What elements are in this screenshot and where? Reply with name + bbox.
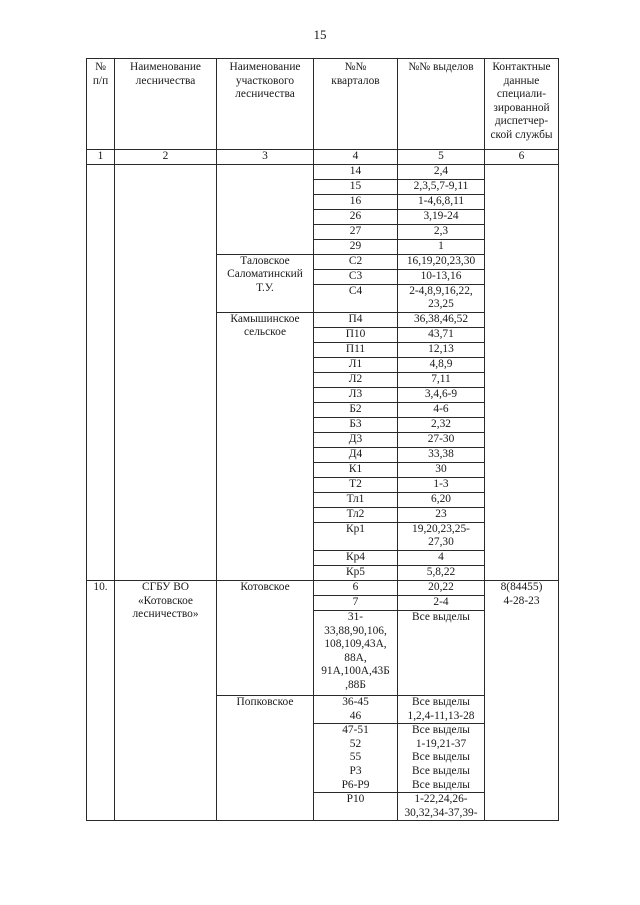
column-number: 4 — [314, 150, 398, 165]
vydel-cell: 2,3,5,7-9,11 — [398, 179, 485, 194]
lesnichestvo-cell-empty — [115, 164, 217, 580]
kvartal-cell: С2 — [314, 254, 398, 269]
uchastkovoe-popkovskoe: Попковское — [217, 695, 314, 820]
kvartal-cell: Р10 — [314, 793, 398, 821]
uchastkovoe-kamyshinskoe: Камышинское сельское — [217, 312, 314, 580]
header-uchastkovoe: Наименование участкового лесничества — [217, 59, 314, 150]
vydel-cell: 3,19-24 — [398, 209, 485, 224]
header-lesnichestvo: Наименование лесничества — [115, 59, 217, 150]
kvartal-cell: 36-45 46 — [314, 695, 398, 723]
uchastkovoe-talovskoe: Таловское Саломатинский Т.У. — [217, 254, 314, 312]
page-number: 15 — [313, 27, 327, 42]
kvartal-cell: Д3 — [314, 432, 398, 447]
vydel-cell: 2,4 — [398, 164, 485, 179]
vydel-cell: 5,8,22 — [398, 565, 485, 580]
vydel-cell: 33,38 — [398, 447, 485, 462]
kvartal-cell: Б2 — [314, 402, 398, 417]
vydel-cell: 30 — [398, 462, 485, 477]
kvartal-cell: Т2 — [314, 477, 398, 492]
kvartal-cell: 26 — [314, 209, 398, 224]
column-number: 3 — [217, 150, 314, 165]
kvartal-cell: П4 — [314, 312, 398, 327]
kvartal-cell: 27 — [314, 224, 398, 239]
kvartal-cell: Тл1 — [314, 492, 398, 507]
vydel-cell: 27-30 — [398, 432, 485, 447]
kvartal-cell: 16 — [314, 194, 398, 209]
entry-number: 10. — [87, 580, 115, 820]
kvartal-cell: 7 — [314, 595, 398, 610]
vydel-cell: 2,3 — [398, 224, 485, 239]
vydel-cell: 2,32 — [398, 417, 485, 432]
column-number: 1 — [87, 150, 115, 165]
kvartal-cell: 29 — [314, 239, 398, 254]
kvartal-cell: П11 — [314, 342, 398, 357]
contact-phone: 8(84455) 4-28-23 — [485, 580, 559, 820]
vydel-cell: 1 — [398, 239, 485, 254]
kvartal-cell: С3 — [314, 269, 398, 284]
kvartal-cell: Кр4 — [314, 550, 398, 565]
vydel-cell: Все выделы 1-19,21-37 Все выделы Все выделы Все выделы — [398, 724, 485, 793]
kvartal-cell: Л3 — [314, 387, 398, 402]
kvartal-cell: 14 — [314, 164, 398, 179]
kvartal-cell: К1 — [314, 462, 398, 477]
vydel-cell: 2-4,8,9,16,22, 23,25 — [398, 284, 485, 312]
forestry-table — [86, 58, 559, 821]
kvartal-cell: 6 — [314, 580, 398, 595]
contact-cell-empty — [485, 164, 559, 580]
vydel-cell: 1-4,6,8,11 — [398, 194, 485, 209]
vydel-cell: 36,38,46,52 — [398, 312, 485, 327]
header-vydely: №№ выделов — [398, 59, 485, 150]
header-num: № п/п — [87, 59, 115, 150]
uchastkovoe-kotovskoe: Котовское — [217, 580, 314, 695]
kvartal-cell: Л1 — [314, 357, 398, 372]
vydel-cell: Все выделы 1,2,4-11,13-28 — [398, 695, 485, 723]
kvartal-cell: Л2 — [314, 372, 398, 387]
vydel-cell: 4,8,9 — [398, 357, 485, 372]
column-number-row — [87, 150, 559, 165]
kvartal-cell: Б3 — [314, 417, 398, 432]
kvartal-cell: Кр5 — [314, 565, 398, 580]
vydel-cell: 6,20 — [398, 492, 485, 507]
kvartal-cell: Тл2 — [314, 507, 398, 522]
kvartal-cell: П10 — [314, 327, 398, 342]
kvartal-cell: Д4 — [314, 447, 398, 462]
vydel-cell: 19,20,23,25- 27,30 — [398, 522, 485, 550]
num-cell-empty — [87, 164, 115, 580]
column-number: 6 — [485, 150, 559, 165]
vydel-cell: Все выделы — [398, 610, 485, 695]
table-row — [87, 164, 559, 179]
table-row — [87, 580, 559, 595]
vydel-cell: 4 — [398, 550, 485, 565]
vydel-cell: 23 — [398, 507, 485, 522]
vydel-cell: 3,4,6-9 — [398, 387, 485, 402]
kvartal-cell: С4 — [314, 284, 398, 312]
kvartal-cell: 31- 33,88,90,106, 108,109,43А, 88А, 91А,100А,43Б ,88Б — [314, 610, 398, 695]
vydel-cell: 43,71 — [398, 327, 485, 342]
kvartal-cell: 47-51 52 55 Р3 Р6-Р9 — [314, 724, 398, 793]
lesnichestvo-name: СГБУ ВО «Котовское лесничество» — [115, 580, 217, 820]
kvartal-cell: Кр1 — [314, 522, 398, 550]
vydel-cell: 12,13 — [398, 342, 485, 357]
uchastkovoe-cell-empty — [217, 164, 314, 254]
header-contacts: Контактные данные специали- зированной диспетчер- ской службы — [485, 59, 559, 150]
vydel-cell: 10-13,16 — [398, 269, 485, 284]
kvartal-cell: 15 — [314, 179, 398, 194]
vydel-cell: 1-3 — [398, 477, 485, 492]
vydel-cell: 1-22,24,26- 30,32,34-37,39- — [398, 793, 485, 821]
column-number: 5 — [398, 150, 485, 165]
header-row — [87, 59, 559, 150]
vydel-cell: 20,22 — [398, 580, 485, 595]
vydel-cell: 4-6 — [398, 402, 485, 417]
vydel-cell: 2-4 — [398, 595, 485, 610]
column-number: 2 — [115, 150, 217, 165]
header-kvartaly: №№ кварталов — [314, 59, 398, 150]
vydel-cell: 7,11 — [398, 372, 485, 387]
vydel-cell: 16,19,20,23,30 — [398, 254, 485, 269]
